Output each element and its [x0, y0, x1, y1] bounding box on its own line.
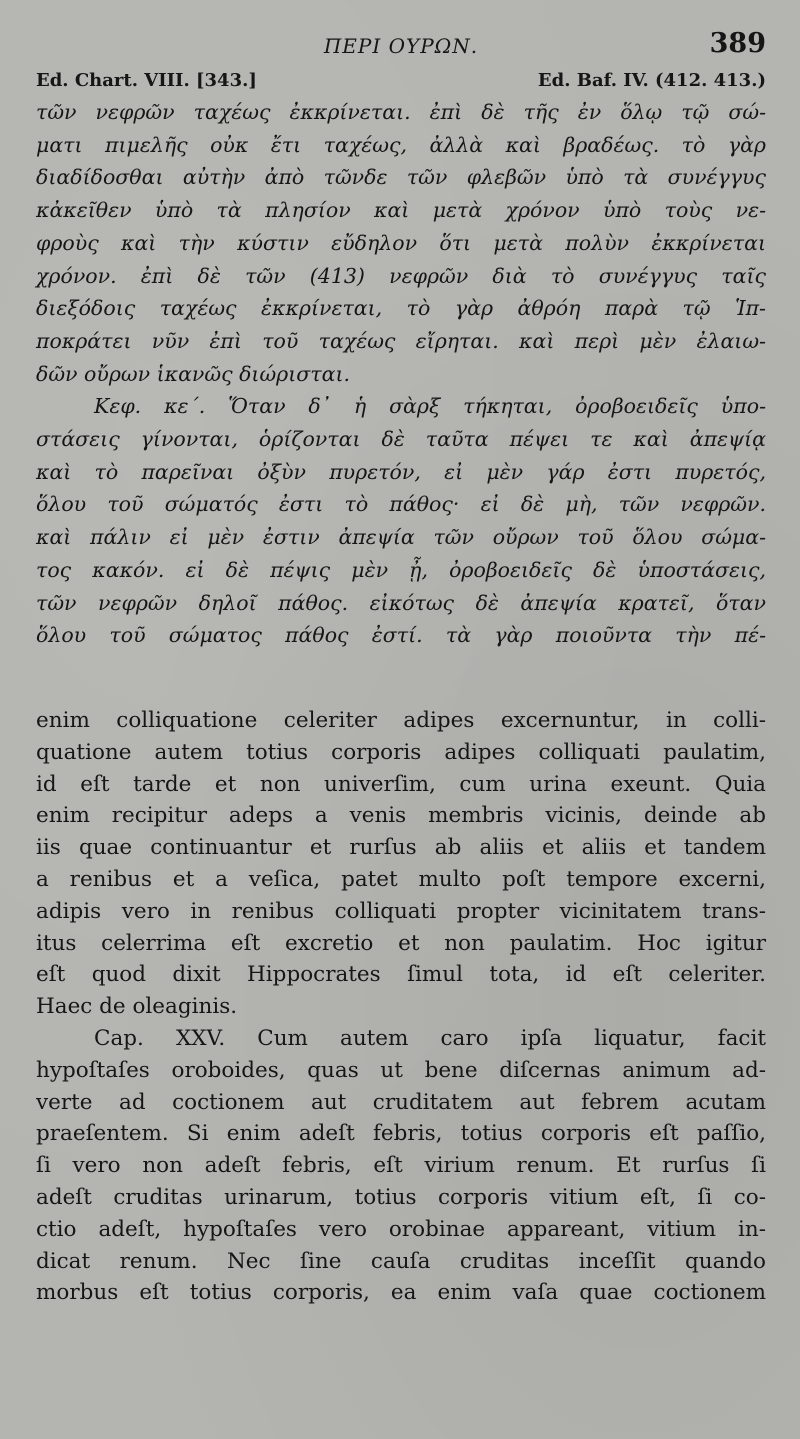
- edition-reference-line: [36, 68, 766, 94]
- latin-line: ſi vero non adeſt febris, eſt virium renum. Et rurſus ſi: [36, 1153, 766, 1179]
- running-title: ΠΕΡΙ ΟΥΡΩΝ.: [323, 34, 479, 58]
- greek-line: χρόνον. ἐπὶ δὲ τῶν (413) νεφρῶν διὰ τὸ συνέγγυς ταῖς: [36, 263, 766, 288]
- latin-line: praeſentem. Si enim adeſt febris, totius corporis eſt paſſio,: [36, 1121, 766, 1147]
- edition-reference-right: Ed. Baf. IV. (412. 413.): [537, 70, 766, 91]
- latin-line: a renibus et a veſica, patet multo poſt tempore excerni,: [36, 866, 766, 892]
- latin-line: enim colliquatione celeriter adipes excernuntur, in colli-: [36, 707, 766, 733]
- greek-line: ματι πιμελῆς οὐκ ἔτι ταχέως, ἀλλὰ καὶ βραδέως. τὸ γὰρ: [36, 132, 766, 157]
- greek-line: τῶν νεφρῶν δηλοῖ πάθος. εἰκότως δὲ ἀπεψία κρατεῖ, ὅταν: [36, 590, 766, 615]
- latin-line: quatione autem totius corporis adipes colliquati paulatim,: [36, 739, 766, 765]
- latin-line: ctio adeſt, hypoſtaſes vero orobinae appareant, vitium in-: [36, 1216, 766, 1242]
- greek-text-block: [36, 96, 766, 652]
- greek-line: τῶν νεφρῶν ταχέως ἐκκρίνεται. ἐπὶ δὲ τῆς ἐν ὅλῳ τῷ σώ-: [36, 100, 766, 124]
- latin-line: enim recipitur adeps a venis membris vicinis, deinde ab: [36, 803, 766, 829]
- latin-line: iis quae continuantur et rurſus ab aliis et aliis et tandem: [36, 835, 766, 861]
- greek-line: φροὺς καὶ τὴν κύστιν εὔδηλον ὅτι μετὰ πολὺν ἐκκρίνεται: [36, 230, 766, 255]
- greek-chapter-heading-line: Κεφ. κε΄. Ὅταν δ᾽ ἡ σὰρξ τήκηται, ὀροβοειδεῖς ὑπο-: [94, 394, 766, 419]
- greek-line: διεξόδοις ταχέως ἐκκρίνεται, τὸ γὰρ ἀθρόη παρὰ τῷ Ἱπ-: [36, 296, 766, 321]
- latin-line: Haec de oleaginis.: [36, 994, 238, 1020]
- greek-line: δῶν οὔρων ἱκανῶς διώρισται.: [36, 361, 351, 386]
- latin-line: eſt quod dixit Hippocrates ſimul tota, id eſt celeriter.: [36, 962, 766, 988]
- latin-line: hypoſtaſes oroboides, quas ut bene diſcernas animum ad-: [36, 1057, 766, 1083]
- latin-line: adeſt cruditas urinarum, totius corporis vitium eſt, ſi co-: [36, 1184, 766, 1210]
- latin-line: itus celerrima eſt excretio et non paulatim. Hoc igitur: [36, 930, 766, 956]
- greek-line: τος κακόν. εἰ δὲ πέψις μὲν ᾖ, ὀροβοειδεῖς δὲ ὑποστάσεις,: [36, 557, 766, 582]
- latin-line: morbus eſt totius corporis, ea enim vaſa quae coctionem: [36, 1280, 766, 1306]
- latin-chapter-heading-line: Cap. XXV. Cum autem caro ipſa liquatur, facit: [94, 1025, 766, 1051]
- greek-line: ὅλου τοῦ σώματος πάθος ἐστί. τὰ γὰρ ποιοῦντα τὴν πέ-: [36, 623, 766, 648]
- greek-line: καὶ τὸ παρεῖναι ὀξὺν πυρετόν, εἰ μὲν γάρ ἐστι πυρετός,: [36, 459, 766, 484]
- greek-line: ὅλου τοῦ σώματός ἐστι τὸ πάθος· εἰ δὲ μὴ, τῶν νεφρῶν.: [36, 492, 766, 517]
- latin-line: verte ad coctionem aut cruditatem aut febrem acutam: [36, 1089, 766, 1115]
- greek-line: κἀκεῖθεν ὑπὸ τὰ πλησίον καὶ μετὰ χρόνον ὑπὸ τοὺς νε-: [36, 198, 766, 223]
- greek-line: στάσεις γίνονται, ὁρίζονται δὲ ταῦτα πέψει τε καὶ ἀπεψίᾳ: [36, 427, 766, 452]
- greek-line: διαδίδοσθαι αὐτὴν ἀπὸ τῶνδε τῶν φλεβῶν ὑπὸ τὰ συνέγγυς: [36, 165, 766, 190]
- latin-line: adipis vero in renibus colliquati propter vicinitatem trans-: [36, 898, 766, 924]
- greek-line: ποκράτει νῦν ἐπὶ τοῦ ταχέως εἴρηται. καὶ περὶ μὲν ἐλαιω-: [36, 328, 766, 353]
- running-head: [36, 28, 766, 68]
- latin-line: id eſt tarde et non univerſim, cum urina exeunt. Quia: [36, 771, 766, 797]
- latin-text-block: [36, 705, 766, 1309]
- greek-line: καὶ πάλιν εἰ μὲν ἐστιν ἀπεψία τῶν οὔρων τοῦ ὅλου σώμα-: [36, 525, 766, 550]
- page-number: 389: [709, 28, 766, 59]
- edition-reference-left: Ed. Chart. VIII. [343.]: [36, 70, 257, 91]
- latin-line: dicat renum. Nec ſine cauſa cruditas inceſſit quando: [36, 1248, 766, 1274]
